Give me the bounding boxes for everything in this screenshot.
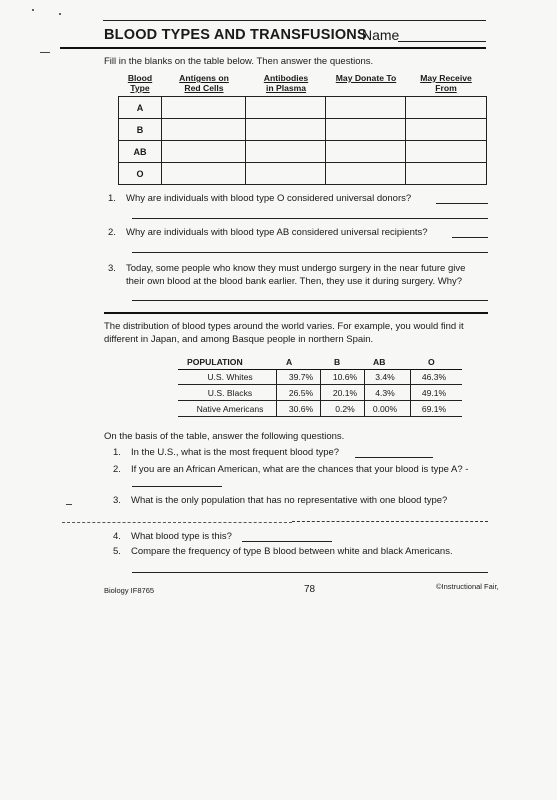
col-header-may-donate: May Donate To <box>335 73 397 83</box>
table-row <box>119 163 487 185</box>
cell-blank[interactable] <box>246 141 326 163</box>
pop-cell: 39.7% <box>288 372 314 382</box>
scan-speck <box>32 9 34 11</box>
table-row <box>119 97 487 119</box>
footer-left: Biology IF8765 <box>104 586 155 595</box>
cell-blank[interactable] <box>326 119 406 141</box>
question-1: 1. Why are individuals with blood type O considered universal donors? <box>108 193 412 204</box>
name-label: Name <box>362 27 400 43</box>
top-rule <box>103 20 486 21</box>
scan-speck <box>59 13 61 15</box>
cell-blank[interactable] <box>246 163 326 185</box>
answer-line[interactable] <box>355 457 433 458</box>
pop-header-ab: AB <box>373 357 386 367</box>
answer-line[interactable] <box>452 237 488 238</box>
col-header-antigens: Antigens on Red Cells <box>179 73 229 93</box>
answer-line[interactable] <box>292 521 488 522</box>
pop-cell: 46.3% <box>421 372 447 382</box>
cell-blank[interactable] <box>162 119 246 141</box>
answer-line[interactable] <box>436 203 488 204</box>
cell-blank[interactable] <box>162 97 246 119</box>
distribution-text: The distribution of blood types around the world varies. For example, you would find it different in Japan, and among Basque people in northern Spain. <box>104 321 464 345</box>
pop-cell: 10.6% <box>332 372 358 382</box>
pop-cell: 69.1% <box>421 404 447 414</box>
answer-line[interactable] <box>242 541 332 542</box>
pop-cell: 20.1% <box>332 388 358 398</box>
question2-1: 1. In the U.S., what is the most frequent blood type? <box>113 447 340 458</box>
question2-2: 2. If you are an African American, what are the chances that your blood is type A? - <box>113 464 469 475</box>
pop-cell: 0.00% <box>372 404 398 414</box>
row-label-b: B <box>119 119 162 141</box>
pop-cell: Native Americans <box>196 404 264 414</box>
pop-vrule <box>276 370 277 416</box>
pop-cell: 4.3% <box>375 388 395 398</box>
pop-header-population: POPULATION <box>187 357 243 367</box>
col-header-blood-type: Blood Type <box>127 73 153 93</box>
pop-header-o: O <box>428 357 435 367</box>
answer-line[interactable] <box>132 252 488 253</box>
question2-4: 4. What blood type is this? <box>113 531 232 542</box>
cell-blank[interactable] <box>246 119 326 141</box>
cell-blank[interactable] <box>162 141 246 163</box>
question-2: 2. Why are individuals with blood type AB considered universal recipients? <box>108 227 428 238</box>
margin-mark <box>66 504 72 505</box>
basis-text: On the basis of the table, answer the following questions. <box>104 431 345 442</box>
table-row <box>119 141 487 163</box>
pop-cell: U.S. Whites <box>207 372 253 382</box>
scan-artifact <box>62 522 292 523</box>
table-row <box>119 119 487 141</box>
margin-mark <box>40 52 50 53</box>
pop-vrule <box>410 370 411 416</box>
page-number: 78 <box>304 584 316 595</box>
cell-blank[interactable] <box>326 141 406 163</box>
pop-vrule <box>320 370 321 416</box>
question2-5: 5. Compare the frequency of type B blood between white and black Americans. <box>113 546 453 557</box>
instructions: Fill in the blanks on the table below. Then answer the questions. <box>104 56 374 67</box>
header-rule <box>60 47 486 49</box>
cell-blank[interactable] <box>326 163 406 185</box>
cell-blank[interactable] <box>406 119 487 141</box>
footer-right: ©Instructional Fair, <box>436 582 499 591</box>
answer-line[interactable] <box>132 486 222 487</box>
cell-blank[interactable] <box>406 141 487 163</box>
row-label-o: O <box>119 163 162 185</box>
pop-cell: U.S. Blacks <box>207 388 253 398</box>
question-3: 3. Today, some people who know they must undergo surgery in the near future give their own blood at the blood bank earlier. Then, they use it during surgery. Why? <box>108 263 466 287</box>
name-blank[interactable] <box>398 41 486 42</box>
question2-3: 3. What is the only population that has no representative with one blood type? <box>113 495 448 506</box>
row-label-a: A <box>119 97 162 119</box>
pop-cell: 30.6% <box>288 404 314 414</box>
pop-cell: 3.4% <box>375 372 395 382</box>
cell-blank[interactable] <box>406 97 487 119</box>
answer-line[interactable] <box>132 572 488 573</box>
pop-cell: 26.5% <box>288 388 314 398</box>
pop-cell: 49.1% <box>421 388 447 398</box>
section-rule <box>104 312 488 314</box>
col-header-may-receive: May Receive From <box>420 73 472 93</box>
col-header-antibodies: Antibodies in Plasma <box>263 73 309 93</box>
cell-blank[interactable] <box>246 97 326 119</box>
row-label-ab: AB <box>119 141 162 163</box>
answer-line[interactable] <box>132 218 488 219</box>
pop-cell: 0.2% <box>335 404 355 414</box>
answer-line[interactable] <box>132 300 488 301</box>
pop-header-b: B <box>334 357 341 367</box>
cell-blank[interactable] <box>406 163 487 185</box>
pop-rule <box>178 416 462 417</box>
blood-type-table <box>118 96 487 185</box>
pop-vrule <box>364 370 365 416</box>
cell-blank[interactable] <box>162 163 246 185</box>
cell-blank[interactable] <box>326 97 406 119</box>
page-title: BLOOD TYPES AND TRANSFUSIONS <box>104 27 367 43</box>
pop-header-a: A <box>286 357 293 367</box>
